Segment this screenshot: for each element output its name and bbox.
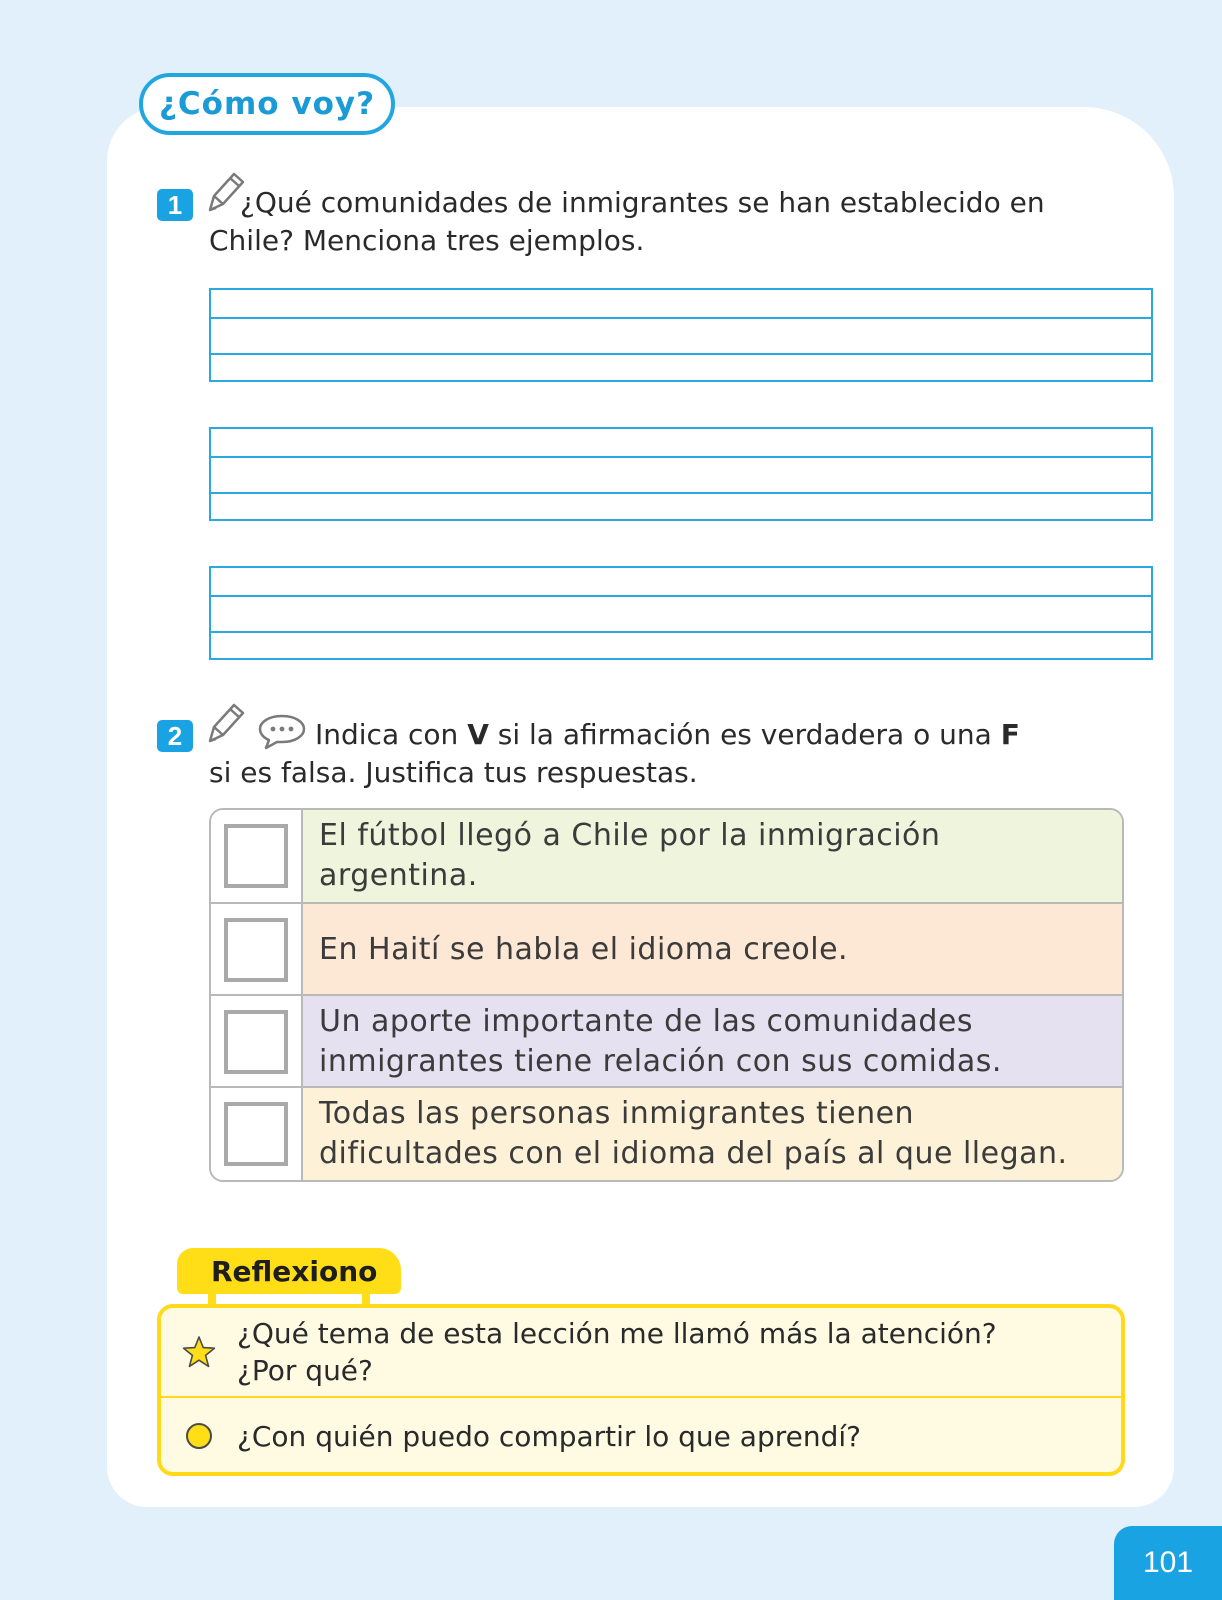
section-title-badge [139,73,395,135]
answer-checkbox-cell [211,996,303,1088]
page-number: 101 [1114,1526,1222,1600]
true-false-table [209,808,1124,1182]
answer-line [211,456,1151,458]
reflexiono-question: ¿Con quién puedo compartir lo que aprendí? [237,1419,861,1453]
statement-line: inmigrantes tiene relación con sus comidas. [319,1044,1002,1079]
question-2-text-a: Indica con [315,718,468,751]
answer-lines-1[interactable] [209,288,1153,382]
question-1-line-1: ¿Qué comunidades de inmigrantes se han establecido en [240,186,1045,219]
statement-line: Todas las personas inmigrantes tienen [319,1096,915,1131]
question-2-number: 2 [157,720,193,752]
statement-line: argentina. [319,858,478,893]
question-2-line-2: si es falsa. Justifica tus respuestas. [209,756,698,789]
true-letter: V [467,718,489,751]
question-2-line-1 [315,716,1020,754]
answer-checkbox[interactable] [224,918,288,982]
answer-checkbox[interactable] [224,1010,288,1074]
reflexiono-question: ¿Qué tema de esta lección me llamó más la atención? [237,1317,997,1350]
statement-row-2 [211,902,1122,996]
answer-line [211,631,1151,633]
statement-row-3 [211,994,1122,1088]
question-1-number: 1 [157,189,193,221]
reflexiono-box [157,1304,1125,1476]
false-letter: F [1000,718,1020,751]
statement-line: Un aporte importante de las comunidades [319,1004,973,1039]
statement-cell [303,1088,1122,1180]
reflexiono-question: ¿Por qué? [237,1354,373,1387]
answer-checkbox-cell [211,904,303,996]
answer-line [211,595,1151,597]
speech-bubble-icon [256,712,308,752]
pencil-icon [202,699,248,747]
question-1-line-2: Chile? Menciona tres ejemplos. [209,224,645,257]
star-icon [182,1335,216,1369]
statement-line: El fútbol llegó a Chile por la inmigración [319,818,941,853]
statement-row-1 [211,810,1122,902]
answer-checkbox-cell [211,1088,303,1180]
reflexiono-item [161,1308,1121,1398]
answer-checkbox[interactable] [224,824,288,888]
answer-checkbox-cell [211,810,303,902]
answer-checkbox[interactable] [224,1102,288,1166]
statement-row-4 [211,1086,1122,1180]
answer-line [211,353,1151,355]
answer-line [211,492,1151,494]
section-title: ¿Cómo voy? [158,86,376,122]
answer-lines-2[interactable] [209,427,1153,521]
statement-cell [303,996,1122,1088]
answer-lines-3[interactable] [209,566,1153,660]
question-2-text-b: si la afirmación es verdadera o una [488,718,1001,751]
circle-icon [184,1421,214,1451]
statement-cell [303,810,1122,902]
reflexiono-label: Reflexiono [211,1254,378,1288]
reflexiono-item [161,1398,1121,1474]
statement-line: En Haití se habla el idioma creole. [319,932,849,967]
statement-line: dificultades con el idioma del país al que llegan. [319,1136,1068,1171]
statement-cell [303,904,1122,996]
reflexiono-tab [177,1248,401,1294]
answer-line [211,317,1151,319]
